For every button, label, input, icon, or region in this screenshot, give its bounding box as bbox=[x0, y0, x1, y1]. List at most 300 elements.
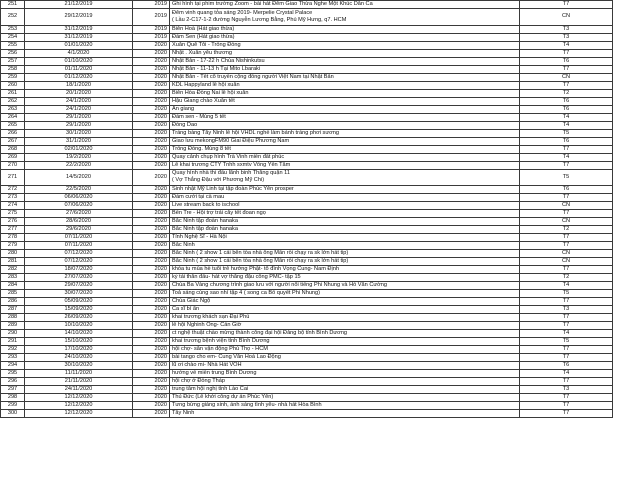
event-title-line: Đám cưới tại cà mau bbox=[172, 194, 225, 200]
weekday-cell[interactable]: T6 bbox=[520, 105, 613, 113]
row-number-cell[interactable]: 258 bbox=[1, 65, 25, 73]
row-number-cell[interactable]: 292 bbox=[1, 346, 25, 354]
table-row bbox=[1, 394, 613, 402]
year-cell[interactable]: 2020 bbox=[133, 306, 170, 314]
row-number-cell[interactable]: 272 bbox=[1, 186, 25, 194]
year-cell[interactable]: 2020 bbox=[133, 194, 170, 202]
weekday-cell[interactable]: T7 bbox=[520, 314, 613, 322]
row-number-cell[interactable]: 252 bbox=[1, 9, 25, 26]
year-cell[interactable]: 2020 bbox=[133, 41, 170, 49]
weekday-cell[interactable]: T5 bbox=[520, 338, 613, 346]
weekday-cell[interactable]: T6 bbox=[520, 57, 613, 65]
event-title-cell[interactable] bbox=[170, 194, 520, 202]
event-title-cell[interactable] bbox=[170, 394, 520, 402]
date-cell[interactable]: 21/11/2020 bbox=[25, 378, 133, 386]
table-row bbox=[1, 410, 613, 418]
date-cell[interactable]: 17/10/2020 bbox=[25, 346, 133, 354]
event-title-cell[interactable] bbox=[170, 226, 520, 234]
weekday-cell[interactable]: T3 bbox=[520, 25, 613, 33]
event-title-line: hướng về miền trung Bình Dương bbox=[172, 370, 257, 376]
event-title-line: Nhật Bản - 11-13 h Tại Mito Lbaraki bbox=[172, 65, 261, 72]
row-number-cell[interactable]: 275 bbox=[1, 210, 25, 218]
year-cell[interactable]: 2020 bbox=[133, 322, 170, 330]
row-number-cell[interactable]: 256 bbox=[1, 49, 25, 57]
year-cell[interactable]: 2020 bbox=[133, 73, 170, 81]
weekday-cell[interactable]: T7 bbox=[520, 81, 613, 89]
weekday-cell[interactable]: T7 bbox=[520, 161, 613, 169]
date-cell[interactable]: 24/1/2020 bbox=[25, 97, 133, 105]
weekday-cell[interactable]: T7 bbox=[520, 354, 613, 362]
event-title-cell[interactable] bbox=[170, 89, 520, 97]
row-number-cell[interactable]: 296 bbox=[1, 378, 25, 386]
event-title-line: Đầm sen - Mùng 5 tết bbox=[172, 113, 226, 120]
date-cell[interactable]: 29/12/2019 bbox=[25, 9, 133, 26]
year-cell[interactable]: 2020 bbox=[133, 346, 170, 354]
date-cell[interactable]: 19/2/2020 bbox=[25, 153, 133, 161]
table-row bbox=[1, 386, 613, 394]
weekday-cell[interactable]: T3 bbox=[520, 306, 613, 314]
row-number-cell[interactable]: 254 bbox=[1, 33, 25, 41]
date-cell[interactable]: 29/07/2020 bbox=[25, 282, 133, 290]
year-cell[interactable]: 2020 bbox=[133, 330, 170, 338]
weekday-cell[interactable]: T7 bbox=[520, 145, 613, 153]
weekday-cell[interactable]: T6 bbox=[520, 362, 613, 370]
date-cell[interactable]: 01/10/2020 bbox=[25, 57, 133, 65]
row-number-cell[interactable]: 278 bbox=[1, 234, 25, 242]
row-number-cell[interactable]: 297 bbox=[1, 386, 25, 394]
weekday-cell[interactable]: CN bbox=[520, 250, 613, 258]
year-cell[interactable]: 2020 bbox=[133, 145, 170, 153]
year-cell[interactable]: 2020 bbox=[133, 210, 170, 218]
weekday-cell[interactable]: CN bbox=[520, 218, 613, 226]
table-row bbox=[1, 202, 613, 210]
year-cell[interactable]: 2020 bbox=[133, 266, 170, 274]
year-cell[interactable]: 2020 bbox=[133, 370, 170, 378]
weekday-cell[interactable]: T6 bbox=[520, 97, 613, 105]
year-cell[interactable]: 2020 bbox=[133, 89, 170, 97]
year-cell[interactable]: 2020 bbox=[133, 354, 170, 362]
table-row bbox=[1, 33, 613, 41]
date-cell[interactable]: 20/1/2020 bbox=[25, 89, 133, 97]
event-title-line: Bắc Ninh ( 2 show 1 cái bên tòa nhà ông Mẫn rồi chạy ra sk lớn hát tip) bbox=[172, 258, 349, 264]
event-title-cell[interactable] bbox=[170, 250, 520, 258]
event-title-line: Giao lưu mekongFM90 Giai Điệu Phương Nam bbox=[172, 137, 290, 144]
year-cell[interactable]: 2019 bbox=[133, 33, 170, 41]
date-cell[interactable]: 18/07/2020 bbox=[25, 266, 133, 274]
row-number-cell[interactable]: 257 bbox=[1, 57, 25, 65]
weekday-cell[interactable]: T4 bbox=[520, 153, 613, 161]
date-cell[interactable]: 22/5/2020 bbox=[25, 186, 133, 194]
event-title-line: Bắc Ninh ( 2 show 1 cái bên tòa nhà ông Mẫn rồi chạy ra sk lớn hát tip) bbox=[172, 250, 349, 256]
event-title-cell[interactable] bbox=[170, 346, 520, 354]
row-number-cell[interactable]: 262 bbox=[1, 97, 25, 105]
year-cell[interactable]: 2020 bbox=[133, 65, 170, 73]
weekday-cell[interactable]: T7 bbox=[520, 394, 613, 402]
event-title-cell[interactable] bbox=[170, 169, 520, 186]
event-title-cell[interactable] bbox=[170, 386, 520, 394]
year-cell[interactable]: 2020 bbox=[133, 169, 170, 186]
event-title-cell[interactable] bbox=[170, 97, 520, 105]
year-cell[interactable]: 2019 bbox=[133, 1, 170, 9]
year-cell[interactable]: 2019 bbox=[133, 25, 170, 33]
event-title-cell[interactable] bbox=[170, 41, 520, 49]
date-cell[interactable]: 14/10/2020 bbox=[25, 330, 133, 338]
table-row bbox=[1, 65, 613, 73]
event-title-cell[interactable] bbox=[170, 57, 520, 65]
date-cell[interactable]: 27/07/2020 bbox=[25, 274, 133, 282]
date-cell[interactable]: 22/2/2020 bbox=[25, 161, 133, 169]
event-title-line: lũ ơi chào mi- Nhà Hát VOH bbox=[172, 362, 242, 368]
date-cell[interactable]: 01/01/2020 bbox=[25, 41, 133, 49]
date-cell[interactable]: 06/06/2020 bbox=[25, 194, 133, 202]
event-title-cell[interactable] bbox=[170, 354, 520, 362]
table-row bbox=[1, 258, 613, 266]
weekday-cell[interactable]: T7 bbox=[520, 194, 613, 202]
event-title-cell[interactable] bbox=[170, 218, 520, 226]
event-title-cell[interactable] bbox=[170, 378, 520, 386]
event-title-cell[interactable] bbox=[170, 210, 520, 218]
table-row bbox=[1, 370, 613, 378]
date-cell[interactable]: 10/10/2020 bbox=[25, 322, 133, 330]
event-title-line: hội chợ ở Đồng Tháp bbox=[172, 378, 225, 384]
date-cell[interactable]: 02/01/2020 bbox=[25, 145, 133, 153]
event-title-cell[interactable] bbox=[170, 274, 520, 282]
date-cell[interactable]: 12/12/2020 bbox=[25, 410, 133, 418]
event-title-cell[interactable] bbox=[170, 322, 520, 330]
date-cell[interactable]: 4/1/2020 bbox=[25, 49, 133, 57]
event-title-cell[interactable] bbox=[170, 9, 520, 26]
row-number-cell[interactable]: 261 bbox=[1, 89, 25, 97]
event-title-cell[interactable] bbox=[170, 362, 520, 370]
event-title-line: Tráng bàng Tây Ninh lễ hội VHDL nghề làm bánh tráng phơi sương bbox=[172, 129, 339, 136]
event-title-line: Nhật Bản - 17-22 h Chùa Nishinkutsu bbox=[172, 57, 265, 64]
year-cell[interactable]: 2020 bbox=[133, 282, 170, 290]
event-title-line: An giang bbox=[172, 105, 195, 112]
table-row bbox=[1, 9, 613, 26]
event-title-cell[interactable] bbox=[170, 258, 520, 266]
event-title-line: Ghi hình tại phim trường Zoom - bài hát Đêm Giao Thừa Nghe Một Khúc Dân Ca bbox=[172, 1, 373, 7]
weekday-cell[interactable]: T7 bbox=[520, 1, 613, 9]
row-number-cell[interactable]: 263 bbox=[1, 105, 25, 113]
row-number-cell[interactable]: 279 bbox=[1, 242, 25, 250]
year-cell[interactable]: 2020 bbox=[133, 113, 170, 121]
event-title-cell[interactable] bbox=[170, 145, 520, 153]
row-number-cell[interactable]: 285 bbox=[1, 290, 25, 298]
table-row bbox=[1, 105, 613, 113]
event-title-cell[interactable] bbox=[170, 282, 520, 290]
event-title-cell[interactable] bbox=[170, 242, 520, 250]
event-title-line: bài tango cho em- Cung Văn Hoá Lao Động bbox=[172, 354, 281, 360]
weekday-cell[interactable]: T7 bbox=[520, 346, 613, 354]
event-title-line: Nhật . Xuân yêu thương bbox=[172, 49, 232, 56]
table-row bbox=[1, 186, 613, 194]
date-cell[interactable]: 27/6/2020 bbox=[25, 210, 133, 218]
event-title-cell[interactable] bbox=[170, 161, 520, 169]
date-cell[interactable]: 15/10/2020 bbox=[25, 338, 133, 346]
weekday-cell[interactable]: T3 bbox=[520, 33, 613, 41]
date-cell[interactable]: 21/12/2019 bbox=[25, 1, 133, 9]
table-row bbox=[1, 97, 613, 105]
event-title-cell[interactable] bbox=[170, 298, 520, 306]
weekday-cell[interactable]: T4 bbox=[520, 41, 613, 49]
weekday-cell[interactable]: T7 bbox=[520, 65, 613, 73]
row-number-cell[interactable]: 255 bbox=[1, 41, 25, 49]
event-title-cell[interactable] bbox=[170, 49, 520, 57]
year-cell[interactable]: 2020 bbox=[133, 153, 170, 161]
year-cell[interactable]: 2020 bbox=[133, 137, 170, 145]
date-cell[interactable]: 07/06/2020 bbox=[25, 202, 133, 210]
table-row bbox=[1, 57, 613, 65]
event-title-cell[interactable] bbox=[170, 153, 520, 161]
year-cell[interactable]: 2020 bbox=[133, 290, 170, 298]
date-cell[interactable]: 26/09/2020 bbox=[25, 314, 133, 322]
row-number-cell[interactable]: 288 bbox=[1, 314, 25, 322]
row-number-cell[interactable]: 286 bbox=[1, 298, 25, 306]
row-number-cell[interactable]: 270 bbox=[1, 161, 25, 169]
row-number-cell[interactable]: 293 bbox=[1, 354, 25, 362]
event-title-cell[interactable] bbox=[170, 338, 520, 346]
weekday-cell[interactable]: T7 bbox=[520, 410, 613, 418]
year-cell[interactable]: 2020 bbox=[133, 97, 170, 105]
row-number-cell[interactable]: 299 bbox=[1, 402, 25, 410]
year-cell[interactable]: 2020 bbox=[133, 314, 170, 322]
table-row bbox=[1, 161, 613, 169]
weekday-cell[interactable]: T4 bbox=[520, 282, 613, 290]
date-cell[interactable]: 12/12/2020 bbox=[25, 394, 133, 402]
weekday-cell[interactable]: T4 bbox=[520, 113, 613, 121]
year-cell[interactable]: 2019 bbox=[133, 9, 170, 26]
row-number-cell[interactable]: 266 bbox=[1, 129, 25, 137]
year-cell[interactable]: 2020 bbox=[133, 129, 170, 137]
weekday-cell[interactable]: T5 bbox=[520, 290, 613, 298]
event-title-line: Biên Hòa Đồng Nai lễ hội xuân bbox=[172, 89, 249, 96]
table-row bbox=[1, 73, 613, 81]
date-cell[interactable]: 30/1/2020 bbox=[25, 129, 133, 137]
weekday-cell[interactable]: T7 bbox=[520, 242, 613, 250]
event-title-cell[interactable] bbox=[170, 266, 520, 274]
row-number-cell[interactable]: 251 bbox=[1, 1, 25, 9]
event-title-line: Bắc Ninh bbox=[172, 242, 195, 248]
year-cell[interactable]: 2020 bbox=[133, 226, 170, 234]
year-cell[interactable]: 2020 bbox=[133, 49, 170, 57]
table-row bbox=[1, 250, 613, 258]
event-title-cell[interactable] bbox=[170, 314, 520, 322]
weekday-cell[interactable]: T7 bbox=[520, 234, 613, 242]
table-row bbox=[1, 314, 613, 322]
row-number-cell[interactable]: 291 bbox=[1, 338, 25, 346]
event-title-cell[interactable] bbox=[170, 65, 520, 73]
weekday-cell[interactable]: T6 bbox=[520, 186, 613, 194]
year-cell[interactable]: 2020 bbox=[133, 121, 170, 129]
weekday-cell[interactable]: T2 bbox=[520, 274, 613, 282]
weekday-cell[interactable]: T4 bbox=[520, 121, 613, 129]
row-number-cell[interactable]: 253 bbox=[1, 25, 25, 33]
row-number-cell[interactable]: 298 bbox=[1, 394, 25, 402]
date-cell[interactable]: 29/1/2020 bbox=[25, 121, 133, 129]
row-number-cell[interactable]: 274 bbox=[1, 202, 25, 210]
event-title-line: Trống Đồng. Mùng 8 tết bbox=[172, 145, 231, 152]
year-cell[interactable]: 2020 bbox=[133, 218, 170, 226]
year-cell[interactable]: 2020 bbox=[133, 274, 170, 282]
date-cell[interactable]: 07/12/2020 bbox=[25, 258, 133, 266]
row-number-cell[interactable]: 300 bbox=[1, 410, 25, 418]
weekday-cell[interactable]: T7 bbox=[520, 298, 613, 306]
date-cell[interactable]: 24/11/2020 bbox=[25, 386, 133, 394]
weekday-cell[interactable]: CN bbox=[520, 9, 613, 26]
event-title-cell[interactable] bbox=[170, 113, 520, 121]
year-cell[interactable]: 2020 bbox=[133, 186, 170, 194]
event-title-line: hội chợ- sân vận động Phú Thọ - HCM bbox=[172, 346, 268, 352]
row-number-cell[interactable]: 264 bbox=[1, 113, 25, 121]
event-title-cell[interactable] bbox=[170, 105, 520, 113]
weekday-cell[interactable]: T3 bbox=[520, 386, 613, 394]
event-title-cell[interactable] bbox=[170, 73, 520, 81]
weekday-cell[interactable]: CN bbox=[520, 258, 613, 266]
event-title-line: ( Vợ Thắng Đậu với Phương Mỹ Chi) bbox=[172, 177, 265, 184]
table-row bbox=[1, 290, 613, 298]
table-row bbox=[1, 169, 613, 186]
row-number-cell[interactable]: 281 bbox=[1, 258, 25, 266]
table-row bbox=[1, 81, 613, 89]
row-number-cell[interactable]: 271 bbox=[1, 169, 25, 186]
row-number-cell[interactable]: 259 bbox=[1, 73, 25, 81]
row-number-cell[interactable]: 284 bbox=[1, 282, 25, 290]
weekday-cell[interactable]: CN bbox=[520, 202, 613, 210]
row-number-cell[interactable]: 289 bbox=[1, 322, 25, 330]
year-cell[interactable]: 2020 bbox=[133, 57, 170, 65]
date-cell[interactable]: 01/12/2020 bbox=[25, 73, 133, 81]
year-cell[interactable]: 2020 bbox=[133, 161, 170, 169]
year-cell[interactable]: 2020 bbox=[133, 242, 170, 250]
event-title-cell[interactable] bbox=[170, 402, 520, 410]
year-cell[interactable]: 2020 bbox=[133, 394, 170, 402]
row-number-cell[interactable]: 290 bbox=[1, 330, 25, 338]
weekday-cell[interactable]: T7 bbox=[520, 210, 613, 218]
year-cell[interactable]: 2020 bbox=[133, 250, 170, 258]
date-cell[interactable]: 28/6/2020 bbox=[25, 218, 133, 226]
year-cell[interactable]: 2020 bbox=[133, 258, 170, 266]
event-title-cell[interactable] bbox=[170, 290, 520, 298]
row-number-cell[interactable]: 282 bbox=[1, 266, 25, 274]
weekday-cell[interactable]: T5 bbox=[520, 169, 613, 186]
weekday-cell[interactable]: T6 bbox=[520, 137, 613, 145]
row-number-cell[interactable]: 294 bbox=[1, 362, 25, 370]
weekday-cell[interactable]: T2 bbox=[520, 89, 613, 97]
weekday-cell[interactable]: T4 bbox=[520, 330, 613, 338]
event-title-line: Thủ Đức (Lễ khởi công dự án Phúc Yên) bbox=[172, 394, 274, 400]
date-cell[interactable]: 15/09/2020 bbox=[25, 306, 133, 314]
event-title-line: Sinh nhật Mỹ Linh tại tập đoàn Phúc Yên prosper bbox=[172, 186, 294, 192]
date-cell[interactable]: 14/5/2020 bbox=[25, 169, 133, 186]
date-cell[interactable]: 24/10/2020 bbox=[25, 354, 133, 362]
row-number-cell[interactable]: 260 bbox=[1, 81, 25, 89]
year-cell[interactable]: 2020 bbox=[133, 105, 170, 113]
weekday-cell[interactable]: T7 bbox=[520, 402, 613, 410]
date-cell[interactable]: 24/1/2020 bbox=[25, 105, 133, 113]
event-title-cell[interactable] bbox=[170, 202, 520, 210]
row-number-cell[interactable]: 295 bbox=[1, 370, 25, 378]
date-cell[interactable]: 12/12/2020 bbox=[25, 402, 133, 410]
weekday-cell[interactable]: T7 bbox=[520, 378, 613, 386]
weekday-cell[interactable]: T5 bbox=[520, 129, 613, 137]
date-cell[interactable]: 05/09/2020 bbox=[25, 298, 133, 306]
weekday-cell[interactable]: T7 bbox=[520, 49, 613, 57]
event-title-cell[interactable] bbox=[170, 137, 520, 145]
date-cell[interactable]: 30/07/2020 bbox=[25, 290, 133, 298]
year-cell[interactable]: 2020 bbox=[133, 298, 170, 306]
event-title-line: Hậu Giang chào Xuân tết bbox=[172, 97, 235, 104]
year-cell[interactable]: 2020 bbox=[133, 386, 170, 394]
date-cell[interactable]: 11/11/2020 bbox=[25, 370, 133, 378]
event-title-cell[interactable] bbox=[170, 370, 520, 378]
event-title-cell[interactable] bbox=[170, 306, 520, 314]
event-title-cell[interactable] bbox=[170, 330, 520, 338]
weekday-cell[interactable]: T7 bbox=[520, 266, 613, 274]
year-cell[interactable]: 2020 bbox=[133, 338, 170, 346]
year-cell[interactable]: 2020 bbox=[133, 362, 170, 370]
row-number-cell[interactable]: 277 bbox=[1, 226, 25, 234]
row-number-cell[interactable]: 265 bbox=[1, 121, 25, 129]
row-number-cell[interactable]: 269 bbox=[1, 153, 25, 161]
event-title-cell[interactable] bbox=[170, 186, 520, 194]
event-title-cell[interactable] bbox=[170, 33, 520, 41]
weekday-cell[interactable]: T4 bbox=[520, 370, 613, 378]
row-number-cell[interactable]: 276 bbox=[1, 218, 25, 226]
row-number-cell[interactable]: 267 bbox=[1, 137, 25, 145]
year-cell[interactable]: 2020 bbox=[133, 234, 170, 242]
year-cell[interactable]: 2020 bbox=[133, 378, 170, 386]
date-cell[interactable]: 07/12/2020 bbox=[25, 250, 133, 258]
date-cell[interactable]: 30/10/2020 bbox=[25, 362, 133, 370]
year-cell[interactable]: 2020 bbox=[133, 202, 170, 210]
weekday-cell[interactable]: T7 bbox=[520, 322, 613, 330]
table-row bbox=[1, 218, 613, 226]
row-number-cell[interactable]: 268 bbox=[1, 145, 25, 153]
event-title-cell[interactable] bbox=[170, 1, 520, 9]
weekday-cell[interactable]: CN bbox=[520, 73, 613, 81]
date-cell[interactable]: 07/11/2020 bbox=[25, 242, 133, 250]
row-number-cell[interactable]: 283 bbox=[1, 274, 25, 282]
year-cell[interactable]: 2020 bbox=[133, 81, 170, 89]
event-title-cell[interactable] bbox=[170, 81, 520, 89]
weekday-cell[interactable]: T2 bbox=[520, 226, 613, 234]
event-title-cell[interactable] bbox=[170, 25, 520, 33]
event-title-cell[interactable] bbox=[170, 121, 520, 129]
event-title-line: KDL Happyland lễ hội xuân bbox=[172, 81, 240, 88]
date-cell[interactable]: 01/11/2020 bbox=[25, 65, 133, 73]
event-title-line: Quay hình nhà thi đấu lãnh binh Thăng quận 11 bbox=[172, 170, 290, 177]
date-cell[interactable]: 31/1/2020 bbox=[25, 137, 133, 145]
table-row bbox=[1, 194, 613, 202]
date-cell[interactable]: 07/11/2020 bbox=[25, 234, 133, 242]
event-title-line: Toả sáng cùng sao nhí tập 4 ( song ca Bố quyết Phi Nhung) bbox=[172, 290, 321, 296]
date-cell[interactable]: 29/6/2020 bbox=[25, 226, 133, 234]
event-title-cell[interactable] bbox=[170, 129, 520, 137]
date-cell[interactable]: 18/1/2020 bbox=[25, 81, 133, 89]
row-number-cell[interactable]: 273 bbox=[1, 194, 25, 202]
event-title-cell[interactable] bbox=[170, 410, 520, 418]
row-number-cell[interactable]: 280 bbox=[1, 250, 25, 258]
date-cell[interactable]: 31/12/2019 bbox=[25, 33, 133, 41]
year-cell[interactable]: 2020 bbox=[133, 402, 170, 410]
event-title-line: kỷ tái thân đấu- hát vợ thắng đậu công PMC- tập 15 bbox=[172, 274, 301, 280]
year-cell[interactable]: 2020 bbox=[133, 410, 170, 418]
event-title-cell[interactable] bbox=[170, 234, 520, 242]
date-cell[interactable]: 31/12/2019 bbox=[25, 25, 133, 33]
table-row bbox=[1, 210, 613, 218]
row-number-cell[interactable]: 287 bbox=[1, 306, 25, 314]
date-cell[interactable]: 29/1/2020 bbox=[25, 113, 133, 121]
